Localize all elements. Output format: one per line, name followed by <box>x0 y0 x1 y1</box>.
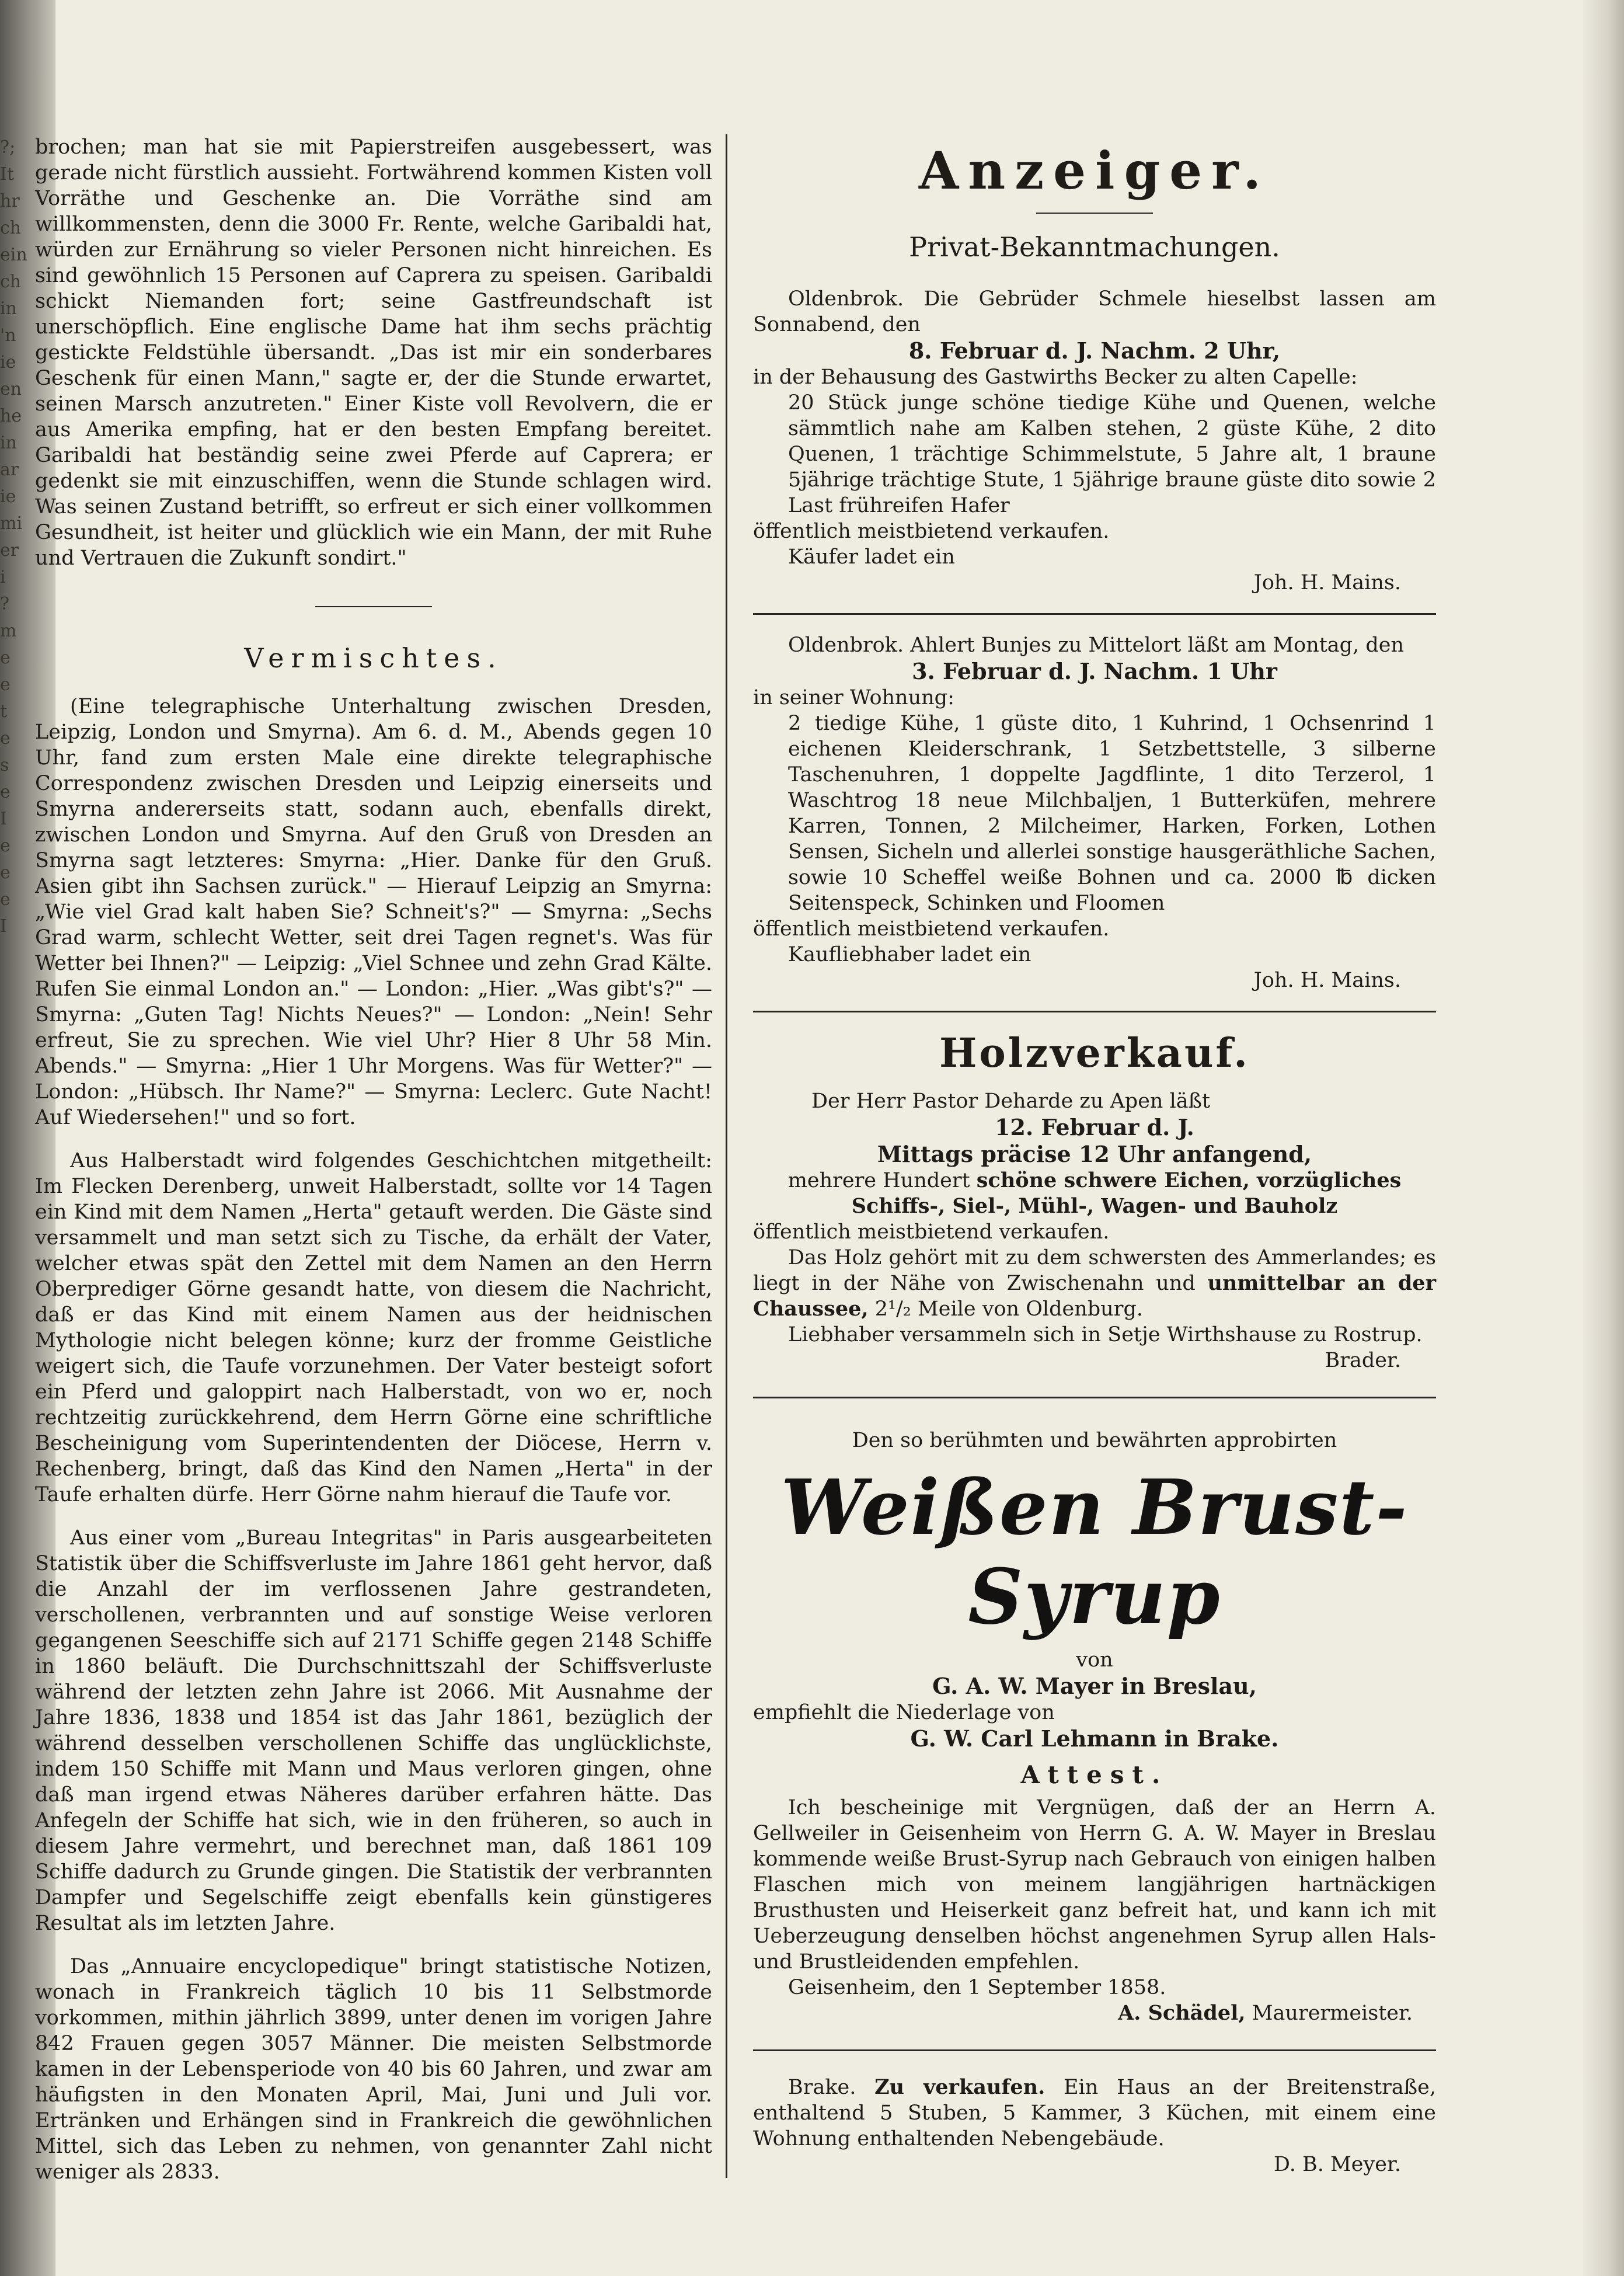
telegraph-paragraph: (Eine telegraphische Unterhaltung zwischen Dresden, Leipzig, London und Smyrna). Am 6. d. M., Abends gegen 10 Uhr, fand zum ersten Male eine direkte telegraphische Correspondenz zwischen Dresden und Leipzig einerseits und Smyrna andererseits statt, sodann auch, ebenfalls direkt, zwischen London und Smyrna. Auf den Gruß von Dresden an Smyrna sagt letzteres: Smyrna: „Hier. Danke für den Gruß. Asien gibt ihn Sachsen zurück." — Hierauf Leipzig an Smyrna: „Wie viel Grad kalt haben Sie? Schneit's?" — Smyrna: „Sechs Grad warm, schlecht Wetter, seit drei Tagen regnet's. Was für Wetter bei Ihnen?" — Leipzig: „Viel Schnee und zehn Grad Kälte. Rufen Sie einmal London an." — London: „Hier. „Was gibt's?" — Smyrna: „Guten Tag! Nichts Neues?" — London: „Nein! Sehr erfreut, Sie zu sprechen. Wie viel Uhr? Hier 8 Uhr 58 Min. Abends." — Smyrna: „Hier 1 Uhr Morgens. Was für Wetter?" — London: „Hübsch. Ihr Name?" — Smyrna: Leclerc. Gute Nacht! Auf Wiedersehen!" und so fort. <box>35 695 712 1129</box>
ad-holzverkauf <box>753 1030 1436 1373</box>
holzverkauf-title: Holzverkauf. <box>939 1030 1250 1077</box>
ad3-line1: Der Herr Pastor Deharde zu Apen läßt <box>811 1090 1211 1113</box>
fragment-line: ie <box>0 352 16 373</box>
column-divider <box>726 134 727 2178</box>
ad3-sale: öffentlich meistbietend verkaufen. <box>753 1220 1110 1244</box>
ad-brust-syrup <box>753 1428 1436 2026</box>
syrup-title: Weißen Brust-Syrup <box>780 1463 1409 1641</box>
fragment-line: I <box>0 809 7 829</box>
fragment-line: ?; <box>0 137 16 158</box>
ad3-line2-bold: schöne schwere Eichen, vorzügliches <box>976 1168 1402 1192</box>
fragment-line: e <box>0 889 11 910</box>
ad4-von: von <box>1076 1648 1113 1672</box>
fragment-line: e <box>0 862 11 883</box>
fragment-line: I <box>0 916 7 937</box>
ad2-signature: Joh. H. Mains. <box>1253 969 1401 992</box>
ad-divider <box>753 1397 1436 1398</box>
ad3-body-post: 2¹/₂ Meile von Oldenburg. <box>868 1297 1143 1321</box>
ad3-body-bold: unmittelbar an der Chaussee, <box>753 1271 1437 1321</box>
attest-heading: Attest. <box>1020 1760 1169 1789</box>
ad3-signature: Brader. <box>1325 1349 1401 1372</box>
ad4-body: Ich bescheinige mit Vergnügen, daß der an Herrn A. Gellweiler in Geisenheim von Herrn G. A. W. Mayer in Breslau kommende weiße Brust-Syrup nach Gebrauch von einigen halben Flaschen mich von meinem langjährigen hartnäckigen Brusthusten und Heiserkeit ganz befreit hat, und kann ich mit Ueberzeugung denselben höchst angenehmen Syrup allen Hals- und Brustleidenden empfehlen. <box>753 1796 1436 1974</box>
ad3-time: Mittags präcise 12 Uhr anfangend, <box>877 1141 1312 1167</box>
ad1-intro: Oldenbrok. Die Gebrüder Schmele hieselbst lassen am Sonnabend, den <box>753 287 1436 336</box>
ad4-signature-name: A. Schädel, <box>1118 2001 1246 2025</box>
left-column <box>35 134 712 2185</box>
fragment-line: in <box>0 298 17 319</box>
ad1-signature: Joh. H. Mains. <box>1253 571 1401 594</box>
ad1-sale: öffentlich meistbietend verkaufen. <box>753 520 1110 543</box>
fragment-line: in <box>0 433 17 453</box>
ad2-place: in seiner Wohnung: <box>753 686 954 709</box>
ad1-place: in der Behausung des Gastwirths Becker zu alten Capelle: <box>753 366 1358 389</box>
ad5-signature: D. B. Meyer. <box>1273 2153 1401 2176</box>
fragment-line: en <box>0 379 22 399</box>
fragment-line: s <box>0 755 9 775</box>
ad4-intro: Den so berühmten und bewährten approbirten <box>852 1429 1337 1452</box>
fragment-line: e <box>0 674 11 695</box>
fragment-line: It <box>0 164 14 185</box>
vermischtes-heading: Vermischtes. <box>244 642 503 674</box>
ad3-meeting: Liebhaber versammeln sich in Setje Wirthshause zu Rostrup. <box>788 1323 1423 1346</box>
fragment-line: ch <box>0 272 22 292</box>
garibaldi-paragraph: brochen; man hat sie mit Papierstreifen ausgebessert, was gerade nicht fürstlich aussieht. Fortwährend kommen Kisten voll Vorräthe und Geschenke an. Die Vorräthe sind am willkommensten, denn die 3000 Fr. Rente, welche Garibaldi hat, würden zur Ernährung so vieler Personen nicht hinreichen. Es sind gewöhnlich 15 Personen auf Caprera zu speisen. Garibaldi schickt Niemanden fort; seine Gastfreundschaft ist unerschöpflich. Eine englische Dame hat ihm sechs prächtig gestickte Feldstühle übersandt. „Das ist mir ein sonderbares Geschenk für einen Mann," sagte er, der die Stunde erwartet, seinen Marsch anzutreten." Einer Kiste voll Revolvern, die er aus Amerika empfing, hat er den besten Empfang bereitet. Garibaldi hat beständig seine zwei Pferde auf Caprera; er gedenkt sie mit einzuschiffen, wenn die Stunde schlagen wird. Was seinen Zustand betrifft, so erfreut er sich einer vollkommen Gesundheit, ist heiter und glücklich wie ein Mann, der mit Ruhe und Vertrauen die Zukunft sondirt." <box>35 135 712 570</box>
fragment-line: ar <box>0 460 19 480</box>
ad-house-sale <box>753 2075 1436 2177</box>
fragment-line: e <box>0 836 11 856</box>
fragment-line: e <box>0 648 11 668</box>
fragment-line: mi <box>0 513 23 534</box>
private-notices-heading: Privat-Bekanntmachungen. <box>909 231 1280 263</box>
ad-divider <box>753 613 1436 615</box>
ad1-items: 20 Stück junge schöne tiedige Kühe und Quenen, welche sämmtlich nahe am Kalben stehen, 2 güste Kühe, 2 dito Quenen, 1 trächtige Schimmelstute, 5 Jahre alt, 1 braune 5jährige trächtige Stute, 1 5jährige braune güste dito sowie 2 Last frühreifen Hafer <box>788 391 1436 517</box>
right-column <box>753 134 1436 2177</box>
ad2-date: 3. Februar d. J. Nachm. 1 Uhr <box>912 658 1277 684</box>
ad1-date: 8. Februar d. J. Nachm. 2 Uhr, <box>908 337 1281 364</box>
ad4-signature-title: Maurermeister. <box>1245 2002 1413 2025</box>
previous-page-fragments <box>0 134 27 940</box>
fragment-line: ie <box>0 486 16 507</box>
ad2-sale: öffentlich meistbietend verkaufen. <box>753 917 1110 941</box>
fragment-line: ? <box>0 594 10 614</box>
fragment-line: e <box>0 782 11 802</box>
ad5-label: Zu verkaufen. <box>874 2075 1046 2099</box>
fragment-line: m <box>0 621 17 641</box>
fragment-line: t <box>0 701 8 722</box>
anzeiger-masthead: Anzeiger. <box>918 140 1271 201</box>
ad1-buyers: Käufer ladet ein <box>788 545 955 569</box>
ad-divider <box>753 2049 1436 2051</box>
fragment-line: hr <box>0 191 20 211</box>
ad3-line3-bold: Schiffs-, Siel-, Mühl-, Wagen- und Bauholz <box>851 1194 1338 1218</box>
ad4-maker: G. A. W. Mayer in Breslau, <box>932 1673 1257 1699</box>
shipping-paragraph: Aus einer vom „Bureau Integritas" in Paris ausgearbeiteten Statistik über die Schiffsverluste im Jahre 1861 geht hervor, daß die Anzahl der im verflossenen Jahre gestrandeten, verschollenen, verbrannten und auf sonstige Weise verloren gegangenen Seeschiffe sich auf 2171 Schiffe gegen 2148 Schiffe in 1860 beläuft. Die Durchschnittszahl der Schiffsverluste während der letzten zehn Jahre ist 2066. Mit Ausnahme der Jahre 1836, 1838 und 1854 ist das Jahr 1861, bezüglich der während desselben verschollenen Schiffe das unglücklichste, indem 150 Schiffe mit Mann und Maus verloren gingen, ohne daß man irgend etwas Näheres darüber erfahren hätte. Das Anfegeln der Schiffe hat sich, wie in den früheren, so auch in diesem Jahre vermehrt, und berechnet man, daß 1861 109 Schiffe dadurch zu Grunde gingen. Die Statistik der verbrannten Dampfer und Segelschiffe zeigt ebenfalls kein günstigeres Resultat als im letzten Jahre. <box>35 1526 712 1935</box>
ad3-date: 12. Februar d. J. <box>995 1114 1194 1140</box>
ad3-line2-pre: mehrere Hundert <box>787 1169 977 1192</box>
halberstadt-paragraph: Aus Halberstadt wird folgendes Geschichtchen mitgetheilt: Im Flecken Derenberg, unweit Halberstadt, sollte vor 14 Tagen ein Kind mit dem Namen „Herta" getauft werden. Die Gäste sind versammelt und man setzt sich zu Tische, da erhält der Vater, welcher etwas spät den Zettel mit dem Namen an den Herrn Oberprediger Görne gesandt hatte, von diesem die Nachricht, daß er das Kind mit einem Namen aus der heidnischen Mythologie nicht belegen könne; kurz der fromme Geistliche weigert sich, die Taufe vorzunehmen. Der Vater besteigt sofort ein Pferd und galoppirt nach Halberstadt, von wo er, noch rechtzeitig zurückkehrend, dem Herrn Görne eine schriftliche Bescheinigung vom Superintendenten der Diöcese, Herrn v. Rechenberg, bringt, daß das Kind den Namen „Herta" in der Taufe erhalten dürfe. Herr Görne nahm hierauf die Taufe vor. <box>35 1149 712 1506</box>
ad4-depot: G. W. Carl Lehmann in Brake. <box>910 1725 1279 1752</box>
fragment-line: 'n <box>0 325 16 346</box>
ad-divider <box>753 1011 1436 1012</box>
fragment-line: ein <box>0 245 27 265</box>
ad2-intro: Oldenbrok. Ahlert Bunjes zu Mittelort läßt am Montag, den <box>788 634 1404 657</box>
ad3-body-pre: Das Holz gehört mit zu dem schwersten des Ammerlandes; es liegt in der Nähe von Zwischenahn und <box>753 1246 1436 1295</box>
fragment-line: er <box>0 540 19 561</box>
fragment-line: e <box>0 728 11 749</box>
suicide-statistics-paragraph: Das „Annuaire encyclopedique" bringt statistische Notizen, wonach in Frankreich täglich 10 bis 11 Selbstmorde vorkommen, mithin jährlich 3899, unter denen im vorigen Jahre 842 Frauen gegen 3057 Männer. Die meisten Selbstmorde kamen in der Lebensperiode von 40 bis 60 Jahren, und zwar am häufigsten in den Monaten April, Mai, Juni und Juli vor. Ertränken und Erhängen sind in Frankreich die gewöhnlichen Mittel, sich das Leben zu nehmen, von genannter Zahl nicht weniger als 2833. <box>35 1955 712 2184</box>
ad4-dateline: Geisenheim, den 1 September 1858. <box>788 1976 1166 1999</box>
ad2-items: 2 tiedige Kühe, 1 güste dito, 1 Kuhrind, 1 Ochsenrind 1 eichenen Kleiderschrank, 1 Setzbettstelle, 3 silberne Taschenuhren, 1 doppelte Jagdflinte, 1 dito Terzerol, 1 Waschtrog 18 neue Milchbaljen, 1 Butterküfen, mehrere Karren, Tonnen, 2 Milcheimer, Harken, Forken, Lothen Sensen, Sicheln und allerlei sonstige hausgeräthliche Sachen, sowie 10 Scheffel weiße Bohnen und ca. 2000 ℔ dicken Seitenspeck, Schinken und Floomen <box>788 712 1436 915</box>
ad5-place: Brake. <box>788 2076 856 2099</box>
fragment-line: he <box>0 406 22 426</box>
page-edge <box>1583 0 1624 2276</box>
ad2-buyers: Kaufliebhaber ladet ein <box>788 943 1031 966</box>
ad-schmele-auction <box>753 286 1436 596</box>
section-divider <box>315 606 432 607</box>
ad-bunjes-auction <box>753 632 1436 993</box>
fragment-line: ch <box>0 218 22 238</box>
ad5-body: Ein Haus an der Breitenstraße, enthaltend 5 Stuben, 5 Kammer, 3 Küchen, mit einem eine Wohnung enthaltenden Nebengebäude. <box>753 2076 1436 2150</box>
masthead-rule <box>1036 213 1153 214</box>
fragment-line: i <box>0 567 6 587</box>
ad4-depot-pre: empfiehlt die Niederlage von <box>753 1701 1055 1724</box>
